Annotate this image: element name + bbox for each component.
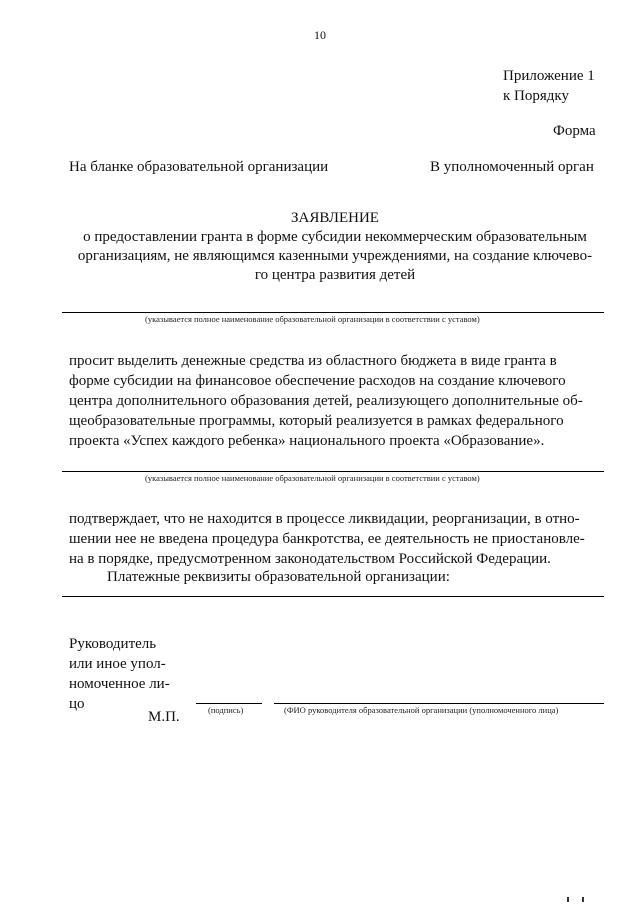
appendix-line-1: Приложение 1 <box>503 68 595 84</box>
signatory-line: Руководитель <box>69 636 157 652</box>
signature-field[interactable] <box>196 703 262 704</box>
full-name-field[interactable] <box>274 703 604 704</box>
signatory-line: или иное упол- <box>69 656 166 672</box>
stamp-label: М.П. <box>148 709 180 725</box>
signature-caption: (подпись) <box>208 705 244 715</box>
payment-details-label: Платежные реквизиты образовательной организации: <box>107 569 450 585</box>
page-number: 10 <box>314 28 326 42</box>
paragraph-2-line: на в порядке, предусмотренном законодательством Российской Федерации. <box>69 551 551 567</box>
signatory-line: номоченное ли- <box>69 676 170 692</box>
organization-name-caption-1: (указывается полное наименование образовательной организации в соответствии с уставом) <box>145 314 480 324</box>
paragraph-1 <box>69 351 599 451</box>
paragraph-1-line: центра дополнительного образования детей, реализующего дополнительные об- <box>69 393 583 409</box>
organization-name-caption-2: (указывается полное наименование образовательной организации в соответствии с уставом) <box>145 473 480 483</box>
appendix-line-2: к Порядку <box>503 88 569 104</box>
payment-details-field[interactable] <box>62 596 604 597</box>
paragraph-1-line: щеобразовательные программы, который реализуется в рамках федерального <box>69 413 564 429</box>
organization-name-field-2[interactable] <box>62 471 604 472</box>
signatory-label <box>69 634 170 714</box>
paragraph-2 <box>69 509 599 569</box>
form-label: Форма <box>553 123 596 139</box>
document-subtitle-line-1: о предоставлении гранта в форме субсидии некоммерческим образовательным <box>83 229 587 245</box>
paragraph-1-line: просит выделить денежные средства из областного бюджета в виде гранта в <box>69 353 557 369</box>
signatory-line: цо <box>69 696 85 712</box>
document-subtitle-line-3: го центра развития детей <box>254 267 416 283</box>
full-name-caption: (ФИО руководителя образовательной организации (уполномоченного лица) <box>284 705 559 715</box>
header-left: На бланке образовательной организации <box>69 159 329 175</box>
paragraph-1-line: проекта «Успех каждого ребенка» национального проекта «Образование». <box>69 433 545 449</box>
scan-mark <box>582 897 584 902</box>
scan-mark <box>567 897 569 902</box>
header-right: В уполномоченный орган <box>430 159 594 175</box>
paragraph-2-line: шении нее не введена процедура банкротства, ее деятельность не приостановле- <box>69 531 585 547</box>
paragraph-1-line: форме субсидии на финансовое обеспечение расходов на создание ключевого <box>69 373 566 389</box>
document-title: ЗАЯВЛЕНИЕ <box>291 210 379 226</box>
organization-name-field-1[interactable] <box>62 312 604 313</box>
document-subtitle-line-2: организациям, не являющимся казенными учреждениями, на создание ключево- <box>77 248 593 264</box>
paragraph-2-line: подтверждает, что не находится в процессе ликвидации, реорганизации, в отно- <box>69 511 580 527</box>
